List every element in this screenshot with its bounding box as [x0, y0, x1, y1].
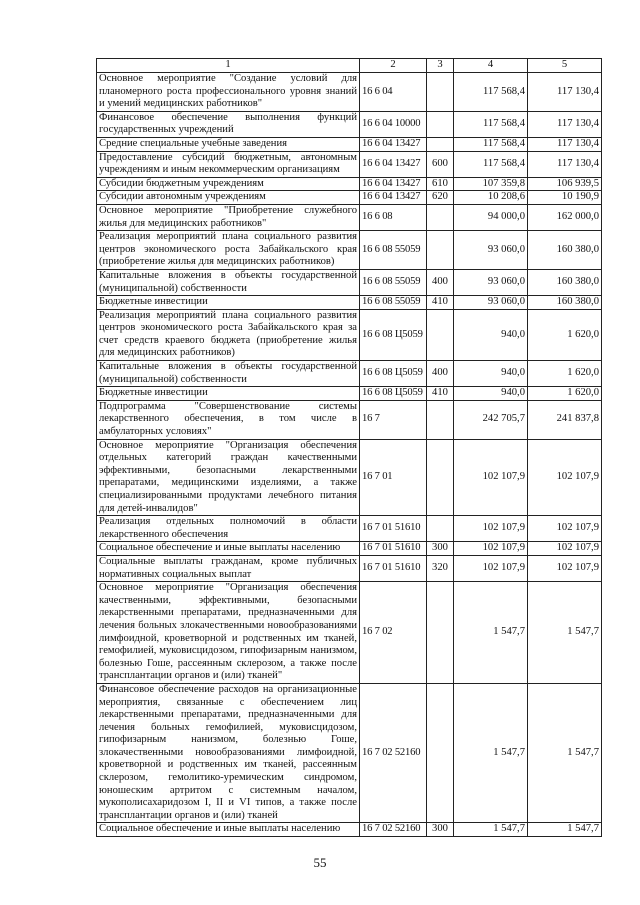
row-type-cell: 300: [427, 823, 454, 837]
header-cell-code: 2: [360, 59, 427, 73]
row-name-cell: Социальное обеспечение и иные выплаты населению: [97, 823, 360, 837]
row-value1-cell: 102 107,9: [454, 542, 528, 556]
row-value2-cell: 160 380,0: [528, 296, 602, 310]
row-value2-cell: 1 547,7: [528, 823, 602, 837]
row-name-cell: Капитальные вложения в объекты государственной (муниципальной) собственности: [97, 361, 360, 387]
row-name-cell: Субсидии бюджетным учреждениям: [97, 177, 360, 191]
row-name-cell: Финансовое обеспечение выполнения функций государственных учреждений: [97, 111, 360, 137]
row-value1-cell: 1 547,7: [454, 683, 528, 823]
table-row: [97, 400, 602, 439]
row-value1-cell: 93 060,0: [454, 231, 528, 270]
row-value2-cell: 1 547,7: [528, 582, 602, 684]
row-value1-cell: 117 568,4: [454, 73, 528, 112]
row-value1-cell: 102 107,9: [454, 439, 528, 516]
row-type-cell: 410: [427, 296, 454, 310]
header-row: [97, 59, 602, 73]
row-code-cell: 16 6 04 10000: [360, 111, 427, 137]
row-code-cell: 16 7 01: [360, 439, 427, 516]
row-code-cell: 16 6 08 Ц5059: [360, 387, 427, 401]
table-row: [97, 309, 602, 360]
row-name-cell: Реализация отдельных полномочий в области лекарственного обеспечения: [97, 516, 360, 542]
table-row: [97, 73, 602, 112]
table-row: [97, 387, 602, 401]
page-number: 55: [313, 855, 327, 870]
row-value1-cell: 242 705,7: [454, 400, 528, 439]
row-type-cell: [427, 73, 454, 112]
row-type-cell: 300: [427, 542, 454, 556]
row-value1-cell: 940,0: [454, 361, 528, 387]
row-name-cell: Социальное обеспечение и иные выплаты населению: [97, 542, 360, 556]
header-cell-value1: 4: [454, 59, 528, 73]
table-row: [97, 111, 602, 137]
row-type-cell: [427, 111, 454, 137]
table-row: [97, 269, 602, 295]
row-value2-cell: 1 620,0: [528, 309, 602, 360]
row-type-cell: [427, 516, 454, 542]
table-row: [97, 439, 602, 516]
row-code-cell: 16 6 08 55059: [360, 231, 427, 270]
row-code-cell: 16 6 04 13427: [360, 151, 427, 177]
row-value1-cell: 1 547,7: [454, 823, 528, 837]
row-value2-cell: 117 130,4: [528, 151, 602, 177]
table-row: [97, 204, 602, 230]
row-type-cell: [427, 439, 454, 516]
table-row: [97, 151, 602, 177]
row-code-cell: 16 6 04 13427: [360, 137, 427, 151]
row-code-cell: 16 7 02: [360, 582, 427, 684]
row-value2-cell: 102 107,9: [528, 542, 602, 556]
row-code-cell: 16 6 04: [360, 73, 427, 112]
row-value2-cell: 102 107,9: [528, 516, 602, 542]
row-type-cell: [427, 137, 454, 151]
row-value1-cell: 107 359,8: [454, 177, 528, 191]
row-name-cell: Бюджетные инвестиции: [97, 387, 360, 401]
row-value2-cell: 102 107,9: [528, 439, 602, 516]
table-row: [97, 137, 602, 151]
row-type-cell: [427, 231, 454, 270]
table-row: [97, 683, 602, 823]
row-type-cell: 620: [427, 191, 454, 205]
table-row: [97, 582, 602, 684]
row-value1-cell: 940,0: [454, 387, 528, 401]
table-row: [97, 296, 602, 310]
table-row: [97, 542, 602, 556]
table-row: [97, 361, 602, 387]
row-code-cell: 16 6 08 55059: [360, 296, 427, 310]
row-value2-cell: 1 547,7: [528, 683, 602, 823]
row-value2-cell: 1 620,0: [528, 387, 602, 401]
row-type-cell: [427, 204, 454, 230]
row-name-cell: Субсидии автономным учреждениям: [97, 191, 360, 205]
row-name-cell: Основное мероприятие "Организация обеспечения отдельных категорий граждан качественными эффективными, безопасными лекарственными препаратами, медицинскими изделиями, а также специализированными продуктами лечебного питания для детей-инвалидов": [97, 439, 360, 516]
row-code-cell: 16 7 01 51610: [360, 555, 427, 581]
row-code-cell: 16 7 01 51610: [360, 542, 427, 556]
row-name-cell: Средние специальные учебные заведения: [97, 137, 360, 151]
table-row: [97, 231, 602, 270]
row-code-cell: 16 6 08: [360, 204, 427, 230]
row-value2-cell: 241 837,8: [528, 400, 602, 439]
row-type-cell: 400: [427, 269, 454, 295]
row-name-cell: Основное мероприятие "Приобретение служебного жилья для медицинских работников": [97, 204, 360, 230]
row-value2-cell: 160 380,0: [528, 231, 602, 270]
row-value2-cell: 117 130,4: [528, 137, 602, 151]
row-name-cell: Капитальные вложения в объекты государственной (муниципальной) собственности: [97, 269, 360, 295]
row-value1-cell: 117 568,4: [454, 137, 528, 151]
row-type-cell: 400: [427, 361, 454, 387]
row-type-cell: [427, 309, 454, 360]
row-value2-cell: 117 130,4: [528, 73, 602, 112]
row-value2-cell: 162 000,0: [528, 204, 602, 230]
table-row: [97, 191, 602, 205]
row-code-cell: 16 6 04 13427: [360, 177, 427, 191]
row-value1-cell: 10 208,6: [454, 191, 528, 205]
row-code-cell: 16 7 02 52160: [360, 823, 427, 837]
row-value2-cell: 117 130,4: [528, 111, 602, 137]
row-type-cell: 600: [427, 151, 454, 177]
budget-table: [96, 58, 602, 837]
row-code-cell: 16 6 04 13427: [360, 191, 427, 205]
row-name-cell: Бюджетные инвестиции: [97, 296, 360, 310]
table-body: [97, 73, 602, 837]
row-code-cell: 16 6 08 Ц5059: [360, 309, 427, 360]
row-value1-cell: 117 568,4: [454, 151, 528, 177]
row-code-cell: 16 7: [360, 400, 427, 439]
row-value1-cell: 94 000,0: [454, 204, 528, 230]
row-name-cell: Социальные выплаты гражданам, кроме публичных нормативных социальных выплат: [97, 555, 360, 581]
row-type-cell: [427, 582, 454, 684]
row-name-cell: Предоставление субсидий бюджетным, автономным учреждениям и иным некоммерческим организациям: [97, 151, 360, 177]
row-name-cell: Основное мероприятие "Создание условий для планомерного роста профессионального уровня знаний и умений медицинских работников": [97, 73, 360, 112]
row-type-cell: 320: [427, 555, 454, 581]
row-code-cell: 16 6 08 Ц5059: [360, 361, 427, 387]
row-code-cell: 16 7 02 52160: [360, 683, 427, 823]
header-cell-name: 1: [97, 59, 360, 73]
row-name-cell: Реализация мероприятий плана социального развития центров экономического роста Забайкальского края за счет средств краевого бюджета (приобретение жилья для медицинских работников): [97, 309, 360, 360]
row-value1-cell: 117 568,4: [454, 111, 528, 137]
table-row: [97, 555, 602, 581]
row-code-cell: 16 6 08 55059: [360, 269, 427, 295]
row-type-cell: 410: [427, 387, 454, 401]
row-value1-cell: 940,0: [454, 309, 528, 360]
row-name-cell: Финансовое обеспечение расходов на организационные мероприятия, связанные с обеспечением лиц лекарственными препаратами, предназначенными для лечения больных гемофилией, муковисцидозом, гипофизарным нанизмом, болезнью Гоше, злокачественными новообразованиями лимфоидной, кроветворной и родственных им тканей, рассеянным склерозом, гемолитико-уремическим синдромом, юношеским артритом с системным началом, мукополисахаридозом I, II и VI типов, а также после трансплантации органов и (или) тканей: [97, 683, 360, 823]
row-name-cell: Подпрограмма "Совершенствование системы лекарственного обеспечения, в том числе в амбулаторных условиях": [97, 400, 360, 439]
row-type-cell: 610: [427, 177, 454, 191]
row-value1-cell: 93 060,0: [454, 296, 528, 310]
table-row: [97, 823, 602, 837]
row-value1-cell: 1 547,7: [454, 582, 528, 684]
row-value2-cell: 102 107,9: [528, 555, 602, 581]
row-value2-cell: 1 620,0: [528, 361, 602, 387]
row-value2-cell: 160 380,0: [528, 269, 602, 295]
row-value1-cell: 102 107,9: [454, 516, 528, 542]
row-value1-cell: 93 060,0: [454, 269, 528, 295]
row-name-cell: Основное мероприятие "Организация обеспечения качественными, эффективными, безопасными лекарственными препаратами, предназначенными для лечения больных злокачественными новообразованиями лимфоидной, кроветворной и родственных им тканей, гемофилией, муковисцидозом, гипофизарным нанизмом, болезнью Гоше, рассеянным склерозом, а также после трансплантации органов и (или) тканей": [97, 582, 360, 684]
header-cell-value2: 5: [528, 59, 602, 73]
table-row: [97, 516, 602, 542]
header-cell-type: 3: [427, 59, 454, 73]
row-type-cell: [427, 683, 454, 823]
row-value2-cell: 106 939,5: [528, 177, 602, 191]
row-code-cell: 16 7 01 51610: [360, 516, 427, 542]
table-row: [97, 177, 602, 191]
row-name-cell: Реализация мероприятий плана социального развития центров экономического роста Забайкальского края (приобретение жилья для медицинских работников): [97, 231, 360, 270]
row-type-cell: [427, 400, 454, 439]
row-value1-cell: 102 107,9: [454, 555, 528, 581]
row-value2-cell: 10 190,9: [528, 191, 602, 205]
